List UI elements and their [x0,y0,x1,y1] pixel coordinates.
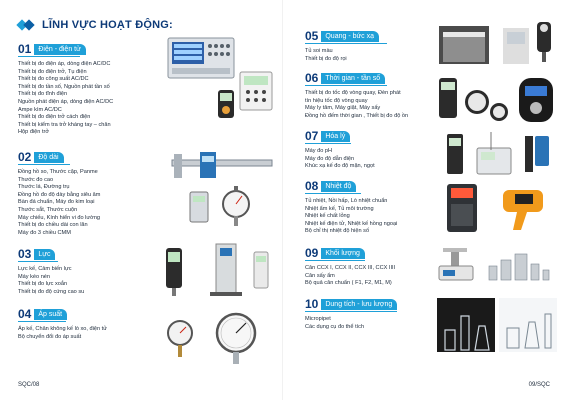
section-07 [305,128,445,171]
section-tag: Khối lượng [321,248,365,259]
list-item: Bộ chuyển đổi đo áp suất [18,333,82,340]
section-number: 03 [18,247,32,261]
caliper-image [160,150,280,230]
section-number: 06 [305,71,319,85]
list-item: Máy đo pH [305,148,333,154]
section-underline [305,311,397,312]
list-item: Máy đo độ dẫn điện [305,155,355,162]
section-lines [18,61,158,137]
section-lines [305,90,445,120]
page-heading [18,18,173,32]
list-item: Máy ly tâm, Máy giặt, Máy sấy [305,105,381,112]
list-item: Lực kế, Cảm biến lực [18,266,72,272]
section-underline [18,56,80,57]
section-lines [18,266,158,296]
section-underline [305,193,361,194]
list-item: Thiết bị đo chiều dài con lăn [18,222,88,229]
section-tag: Hóa lý [321,131,350,142]
list-item: Ampe kìm AC/DC [18,106,62,113]
list-item: Khúc xạ kế đo độ mặn, ngọt [305,163,375,170]
section-number: 01 [18,42,32,56]
section-underline [305,260,365,261]
section-06 [305,70,445,120]
diamond-icon [18,18,38,32]
section-04 [18,306,158,341]
section-tag: Áp suất [34,309,67,320]
list-item: Thước sắt, Thước cuộn [18,206,78,213]
list-item: Hộp điện trở [18,129,50,136]
section-underline [305,143,351,144]
section-03 [18,246,158,296]
section-lines [18,169,158,237]
list-item: Đồng hồ so, Thước cặp, Panme [18,169,98,175]
list-item: Micropipet [305,316,331,322]
section-number: 08 [305,179,319,193]
list-item: Thiết bị đo điện trở, Tụ điện [18,68,87,75]
section-underline [18,261,58,262]
list-item: Bàn đá chuẩn, Máy đo kim loại [18,199,95,206]
list-item: Thiết bị đo lực xoắn [18,281,68,288]
section-number: 10 [305,297,319,311]
list-item: Thiết bị đo độ cứng cao su [18,288,85,295]
section-lines [305,148,445,171]
section-number: 04 [18,307,32,321]
list-item: Thiết bị đo điện áp, dòng điện AC/DC [18,61,111,67]
section-tag: Dung tích - lưu lượng [321,299,397,310]
color-viewing-cabinet-image [433,18,561,68]
list-item: Thước đo cao [18,176,54,183]
section-number: 07 [305,129,319,143]
section-08 [305,178,445,236]
force-gauge-image [158,238,278,300]
ph-meter-image [433,128,561,178]
section-tag: Điện - điện tử [34,44,85,55]
right-page [283,0,566,400]
section-tag: Lực [34,249,55,260]
section-underline [305,43,387,44]
page-number-right: 09/SQC [528,382,550,388]
volumetric-glassware-image [433,294,561,356]
section-number: 05 [305,29,319,43]
section-01 [18,41,158,137]
section-lines [18,326,158,341]
section-number: 09 [305,246,319,260]
section-tag: Thời gian - tần số [321,73,385,84]
list-item: Bộ chỉ thị nhiệt độ hiện số [305,228,370,235]
list-item: Tủ nhiệt, Nồi hấp, Lò nhiệt chuẩn [305,198,388,204]
section-number: 02 [18,150,32,164]
list-item: Nguồn phát điện áp, dòng điện AC/DC [18,98,114,105]
power-meter-image [162,30,278,140]
list-item: Nhiệt kế chất lỏng [305,213,350,220]
section-underline [305,85,387,86]
section-lines [305,316,445,331]
balance-weights-image [433,240,561,290]
section-underline [18,164,70,165]
section-02 [18,149,158,237]
list-item: Cân sấy ẩm [305,272,335,279]
list-item: Thiết bị đo công suất AC/DC [18,76,89,83]
list-item: Các dụng cụ đo thể tích [305,323,365,330]
list-item: Máy đo 3 chiều CMM [18,229,71,236]
section-tag: Nhiệt độ [321,181,356,192]
list-item: Máy kéo nén [18,273,51,280]
page-number-left: SQC/08 [18,382,40,388]
section-underline [18,321,66,322]
list-item: Thiết bị kiểm tra trở kháng tay – chân [18,121,111,128]
section-lines [305,198,445,236]
list-item: Tủ soi màu [305,48,333,54]
list-item: tín hiệu tốc độ vòng quay [305,97,368,104]
list-item: Đồng hồ đếm thời gian , Thiết bị đo độ ồn [305,112,409,119]
section-lines [305,265,445,288]
list-item: Thước lá, Đường trụ [18,184,70,191]
list-item: Bộ quả cân chuẩn ( F1, F2, M1, M) [305,280,392,287]
pressure-gauge-image [160,305,278,370]
list-item: Thiết bị đo tốc độ vòng quay, Đèn phát [305,90,401,96]
list-item: Nhiệt kế điện tử, Nhiệt kế hồng ngoại [305,220,398,227]
list-item: Thiết bị đo điện trở cách điện [18,114,91,121]
section-09 [305,245,445,288]
section-tag: Độ dài [34,152,63,163]
section-05 [305,28,445,63]
temperature-equipment-image [433,178,561,238]
list-item: Cân CCX I, CCX II, CCX III, CCX IIII [305,265,396,271]
list-item: Thiết bị đo tĩnh điện [18,91,68,98]
tachometer-timer-image [433,72,561,130]
list-item: Máy chiếu, Kính hiển vi đo lường [18,214,101,221]
section-tag: Quang - bức xạ [321,31,379,42]
list-item: Thiết bị đo độ rọi [305,55,347,62]
list-item: Thiết bị đo tần số, Nguồn phát tần số [18,83,110,90]
list-item: Nhiệt ẩm kế, Tủ môi trường [305,205,374,212]
page-title: LĨNH VỰC HOẠT ĐỘNG: [42,19,173,31]
list-item: Đồng hồ đo độ dày bằng siêu âm [18,191,101,198]
section-10 [305,296,445,331]
list-item: Áp kế, Chân không kế lò xo, điện tử [18,326,107,332]
section-lines [305,48,445,63]
